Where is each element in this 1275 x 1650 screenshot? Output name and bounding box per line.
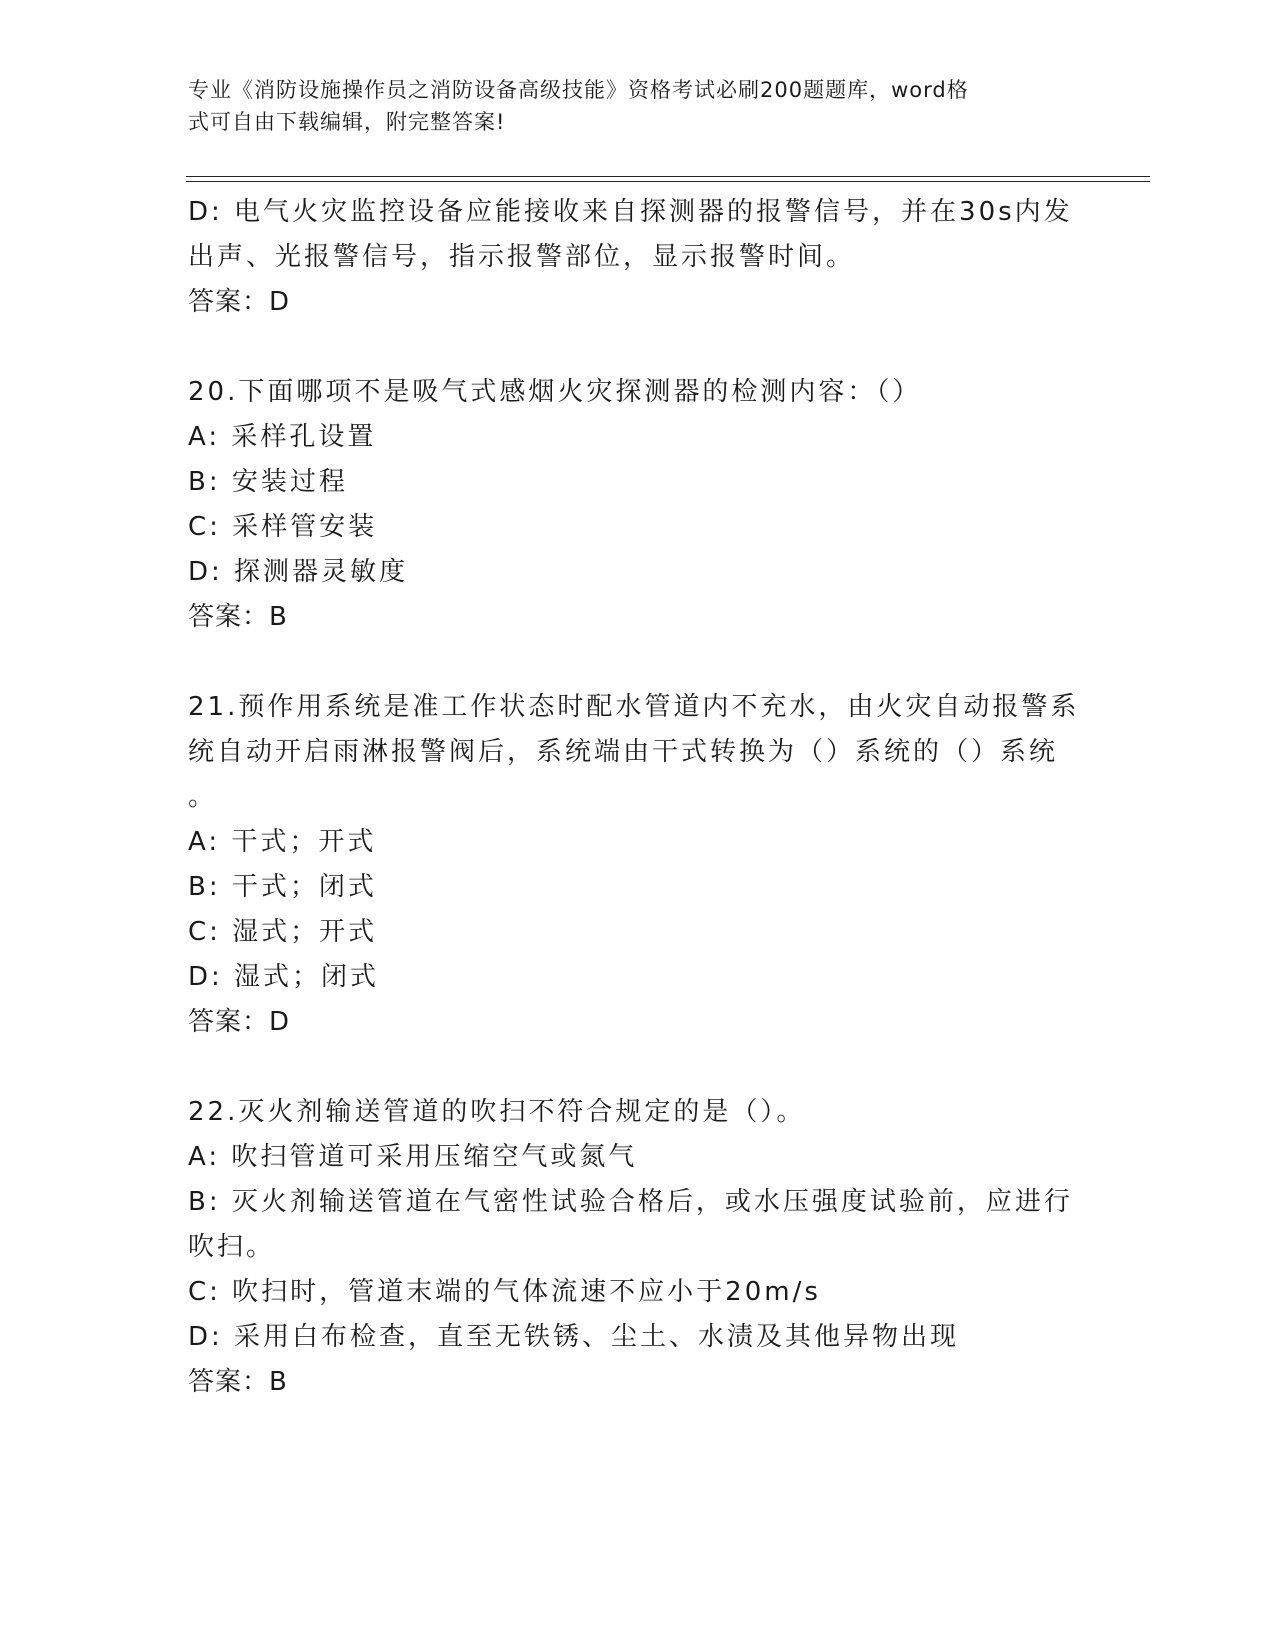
question-stem-line-2: 统自动开启雨淋报警阀后，系统端由干式转换为（）系统的（）系统 (188, 737, 1059, 767)
question-stem: 22.灭火剂输送管道的吹扫不符合规定的是（）。 (188, 1097, 806, 1127)
option-d: D: 湿式；闭式 (188, 962, 380, 992)
option-d: D: 采用白布检查，直至无铁锈、尘土、水渍及其他异物出现 (188, 1322, 960, 1352)
option-b-line-1: B: 灭火剂输送管道在气密性试验合格后，或水压强度试验前，应进行 (188, 1187, 1073, 1217)
option-c: C: 湿式；开式 (188, 917, 378, 947)
question-21 (188, 685, 1088, 1045)
answer: 答案：D (188, 287, 291, 317)
option-b-line-2: 吹扫。 (188, 1232, 276, 1262)
question-stem-line-3: 。 (188, 782, 218, 812)
option-a: A: 吹扫管道可采用压缩空气或氮气 (188, 1142, 638, 1172)
option-b: B: 干式；闭式 (188, 872, 377, 902)
header-line-1: 专业《消防设施操作员之消防设备高级技能》资格考试必刷200题题库，word格 (188, 78, 969, 102)
question-20 (188, 370, 1088, 640)
question-stem-line-1: 21.预作用系统是准工作状态时配水管道内不充水，由火灾自动报警系 (188, 692, 1080, 722)
header-divider (186, 176, 1150, 182)
header-line-2: 式可自由下载编辑，附完整答案! (188, 110, 506, 134)
option-d-line-1: D: 电气火灾监控设备应能接收来自探测器的报警信号，并在30s内发 (188, 197, 1073, 227)
answer: 答案：B (188, 602, 288, 632)
continued-question (188, 190, 1088, 325)
question-22 (188, 1090, 1088, 1405)
option-c: C: 吹扫时，管道末端的气体流速不应小于20m/s (188, 1277, 821, 1307)
answer: 答案：B (188, 1367, 288, 1397)
question-stem: 20.下面哪项不是吸气式感烟火灾探测器的检测内容：（） (188, 377, 922, 407)
option-c: C: 采样管安装 (188, 512, 378, 542)
answer: 答案：D (188, 1007, 291, 1037)
option-a: A: 干式；开式 (188, 827, 377, 857)
option-d: D: 探测器灵敏度 (188, 557, 409, 587)
option-d-line-2: 出声、光报警信号，指示报警部位，显示报警时间。 (188, 242, 856, 272)
page-header (188, 74, 1068, 138)
option-b: B: 安装过程 (188, 467, 348, 497)
question-content (188, 190, 1088, 1405)
option-a: A: 采样孔设置 (188, 422, 377, 452)
